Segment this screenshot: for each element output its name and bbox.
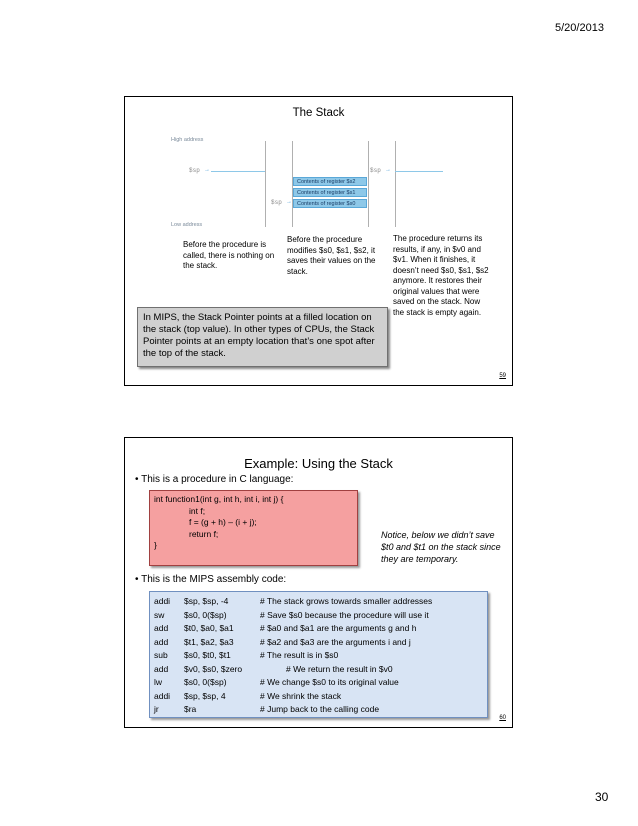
slide-the-stack (124, 96, 513, 386)
slide-title: Example: Using the Stack (244, 456, 393, 471)
asm-opcode: sw (154, 609, 165, 620)
register-s0-slot: Contents of register $s0 (293, 199, 367, 208)
asm-opcode: add (154, 636, 169, 647)
sp-label: $sp (271, 199, 282, 206)
asm-comment: # We shrink the stack (260, 690, 342, 701)
code-line: return f; (189, 528, 219, 539)
arrow-icon: → (385, 167, 391, 173)
asm-operands: $s0, 0($sp) (184, 677, 227, 687)
arrow-icon: → (286, 199, 292, 205)
asm-operands: $ra (184, 704, 197, 714)
register-s2-slot: Contents of register $s2 (293, 177, 367, 186)
code-line: int f; (189, 505, 206, 516)
register-s1-slot: Contents of register $s1 (293, 188, 367, 197)
stack-boundary-line (368, 141, 369, 227)
asm-line (154, 663, 483, 677)
stack-pointer-line (395, 171, 443, 172)
asm-operands: $t1, $a2, $a3 (184, 636, 234, 647)
asm-line (154, 622, 483, 636)
low-address-label: Low address (171, 222, 203, 228)
asm-opcode: sub (154, 650, 168, 660)
stack-boundary-line (265, 141, 266, 227)
c-code-box (149, 490, 358, 566)
bullet-mips-code: • This is the MIPS assembly code: (135, 574, 287, 585)
stack-pointer-line (211, 171, 265, 172)
asm-line (154, 649, 483, 663)
asm-comment: # The stack grows towards smaller addresses (260, 596, 433, 606)
asm-opcode: jr (154, 704, 159, 714)
caption-before-call: Before the procedure is called, there is nothing on the stack. (183, 240, 275, 270)
asm-comment: # The result is in $s0 (260, 650, 339, 660)
asm-operands: $s0, 0($sp) (184, 609, 227, 620)
mips-code-box (149, 591, 488, 718)
asm-opcode: add (154, 663, 169, 674)
asm-comment: # We change $s0 to its original value (260, 677, 399, 687)
asm-operands: $s0, $t0, $t1 (184, 650, 231, 660)
asm-line (154, 690, 483, 704)
slide-number: 59 (499, 373, 506, 379)
stack-boundary-line (395, 141, 396, 227)
asm-comment: # Save $s0 because the procedure will use it (260, 609, 429, 620)
stack-pointer-info-box: In MIPS, the Stack Pointer points at a filled location on the stack (top value). In other types of CPUs, the Stack Pointer points at an empty location that’s one spot after the top of the stack. (137, 307, 388, 367)
sp-label: $sp (370, 167, 381, 174)
asm-line (154, 595, 483, 609)
high-address-label: High address (171, 137, 204, 143)
caption-before-modify: Before the procedure modifies $s0, $s1, $s2, it saves their values on the stack. (287, 235, 376, 276)
slide-example-using-stack (124, 437, 513, 728)
code-line: } (154, 540, 157, 550)
asm-operands: $t0, $a0, $a1 (184, 623, 234, 633)
asm-opcode: addi (154, 690, 171, 701)
temporary-registers-note: Notice, below we didn’t save $t0 and $t1 on the stack since they are temporary. (381, 530, 501, 564)
asm-line (154, 609, 483, 623)
asm-operands: $sp, $sp, 4 (184, 690, 226, 701)
slide-title: The Stack (292, 107, 345, 119)
asm-line (154, 636, 483, 650)
asm-opcode: lw (154, 677, 163, 687)
code-line: int function1(int g, int h, int i, int j) { (154, 494, 284, 504)
caption-after-return: The procedure returns its results, if any, in $v0 and $v1. When it finishes, it doesn’t need $s0, $s1, $s2 anymore. It restores their original values that were saved on the stack. Now the stack is empty again. (393, 234, 489, 317)
asm-comment: # $a0 and $a1 are the arguments g and h (260, 623, 417, 633)
code-line: f = (g + h) – (i + j); (189, 517, 257, 527)
sp-label: $sp (189, 167, 200, 174)
bullet-c-procedure: • This is a procedure in C language: (135, 474, 294, 485)
arrow-icon: → (204, 167, 210, 173)
slide-number: 60 (499, 715, 506, 721)
asm-comment: # Jump back to the calling code (260, 704, 380, 714)
asm-line (154, 676, 483, 690)
asm-line (154, 703, 483, 717)
asm-comment: # We return the result in $v0 (260, 663, 393, 674)
page-number: 30 (595, 790, 609, 804)
asm-comment: # $a2 and $a3 are the arguments i and j (260, 636, 411, 647)
asm-operands: $v0, $s0, $zero (184, 663, 243, 674)
asm-opcode: add (154, 623, 169, 633)
asm-opcode: addi (154, 596, 171, 606)
asm-operands: $sp, $sp, -4 (184, 596, 229, 606)
page-date: 5/20/2013 (555, 22, 604, 34)
